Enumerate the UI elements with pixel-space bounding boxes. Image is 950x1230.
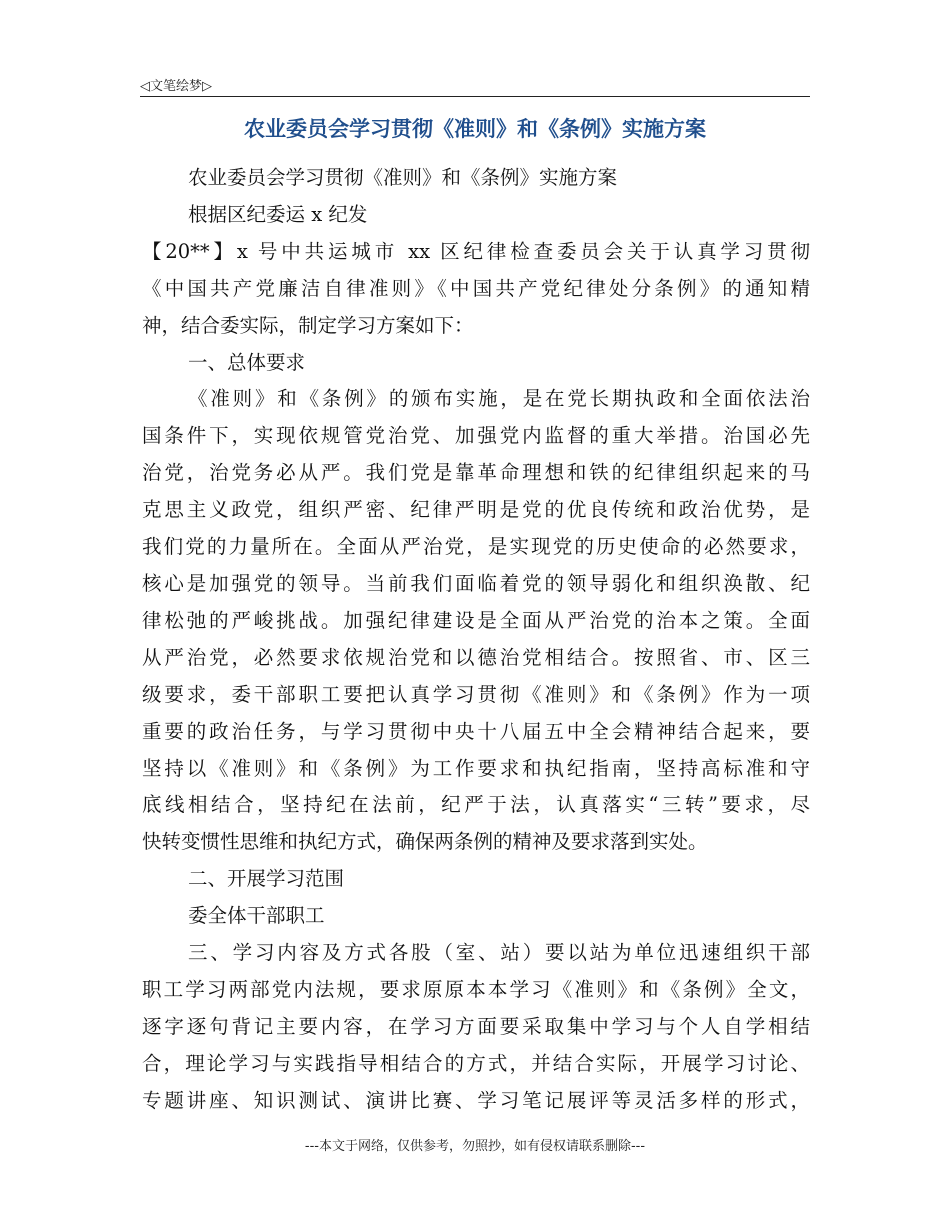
text-line: 坚持以《准则》和《条例》为工作要求和执纪指南，坚持高标准和守	[142, 756, 810, 780]
text-line: 级要求，委干部职工要把认真学习贯彻《准则》和《条例》作为一项	[142, 682, 810, 706]
text-line: 我们党的力量所在。全面从严治党，是实现党的历史使命的必然要求，	[142, 535, 810, 559]
text-line: 治党，治党务必从严。我们党是靠革命理想和铁的纪律组织起来的马	[142, 461, 810, 485]
text-line: 律松弛的严峻挑战。加强纪律建设是全面从严治党的治本之策。全面	[142, 608, 810, 632]
text-line: 专题讲座、知识测试、演讲比赛、学习笔记展评等灵活多样的形式，	[142, 1088, 810, 1112]
text-line: 《中国共产党廉洁自律准则》《中国共产党纪律处分条例》的通知精	[142, 276, 810, 300]
document-title: 农业委员会学习贯彻《准则》和《条例》实施方案	[244, 117, 706, 141]
section-heading-2: 二、开展学习范围	[188, 867, 345, 891]
section-heading-3: 三、学习内容及方式各股（室、站）要以站为单位迅速组织干部	[188, 941, 810, 965]
text-line: 克思主义政党，组织严密、纪律严明是党的优良传统和政治优势，是	[142, 498, 810, 522]
text-line: 神，结合委实际，制定学习方案如下：	[142, 313, 474, 337]
page-header	[140, 72, 810, 97]
text-line: 合，理论学习与实践指导相结合的方式，并结合实际，开展学习讨论、	[142, 1051, 810, 1075]
text-line: 职工学习两部党内法规，要求原原本本学习《准则》和《条例》全文，	[142, 977, 810, 1001]
text-line: 快转变惯性思维和执纪方式，确保两条例的精神及要求落到实处。	[142, 830, 708, 854]
text-line: 逐字逐句背记主要内容，在学习方面要采取集中学习与个人自学相结	[142, 1014, 810, 1038]
header-brand: 文笔绘梦	[150, 79, 203, 94]
text-line: 国条件下，实现依规管党治党、加强党内监督的重大举措。治国必先	[142, 424, 810, 448]
header-logo	[140, 75, 212, 94]
text-line: 底线相结合，坚持纪在法前，纪严于法，认真落实“三转”要求，尽	[142, 793, 810, 817]
text-line: 核心是加强党的领导。当前我们面临着党的领导弱化和组织涣散、纪	[142, 571, 810, 595]
line-basis: 根据区纪委运 x 纪发	[188, 202, 368, 226]
text-line: 重要的政治任务，与学习贯彻中央十八届五中全会精神结合起来，要	[142, 719, 810, 743]
line-subtitle: 农业委员会学习贯彻《准则》和《条例》实施方案	[188, 166, 618, 189]
text-line: 从严治党，必然要求依规治党和以德治党相结合。按照省、市、区三	[142, 645, 810, 669]
text-line: 【20**】x 号中共运城市 xx 区纪律检查委员会关于认真学习贯彻	[142, 239, 810, 263]
right-triangle-icon: ▷	[202, 79, 213, 94]
section-heading-1: 一、总体要求	[188, 350, 306, 374]
page-footer: ---本文于网络，仅供参考，勿照抄，如有侵权请联系删除---	[304, 1139, 646, 1154]
text-line: 《准则》和《条例》的颁布实施，是在党长期执政和全面依法治	[188, 387, 810, 411]
text-line: 委全体干部职工	[188, 904, 325, 928]
left-triangle-icon: ◁	[140, 79, 150, 94]
document-body	[142, 160, 810, 1120]
